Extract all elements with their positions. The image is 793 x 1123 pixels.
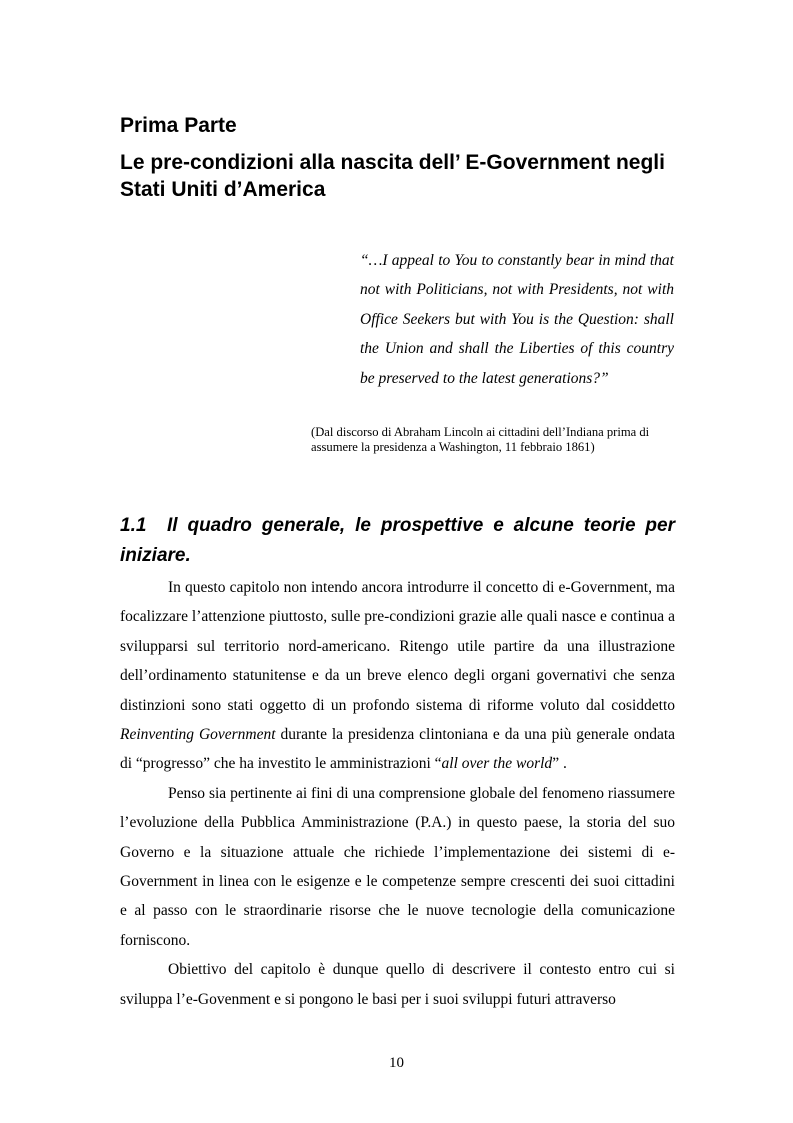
section-number: 1.1: [120, 515, 147, 536]
paragraph-3: Obiettivo del capitolo è dunque quello di descrivere il contesto entro cui si sviluppa l’e-Govenment e si pongono le basi per i suoi sviluppi futuri attraverso: [120, 961, 675, 1008]
page-number: 10: [389, 1055, 404, 1071]
section-heading: [120, 511, 675, 571]
epigraph-attribution: (Dal discorso di Abraham Lincoln ai cittadini dell’Indiana prima di assumere la presidenza a Washington, 11 febbraio 1861): [311, 425, 650, 454]
paragraph-2: Penso sia pertinente ai fini di una comprensione globale del fenomeno riassumere l’evoluzione della Pubblica Amministrazione (P.A.) in questo paese, la storia del suo Governo e la situazione attuale che richiede l’implementazione dei sistemi di e-Government in linea con le esigenze e le competenze sempre crescenti dei suoi cittadini e al passo con le straordinarie risorse che le nuove tecnologie della comunicazione forniscono.: [120, 784, 675, 949]
paragraph-1-emphasis-1: Reinventing Government: [120, 726, 276, 744]
epigraph-quote: “…I appeal to You to constantly bear in mind that not with Politicians, not with Presidents, not with Office Seekers but with You is the Question: shall the Union and shall the Liberties of this country be preserved to the latest generations?”: [360, 252, 674, 387]
paragraph-1-part-a: In questo capitolo non intendo ancora introdurre il concetto di e-Government, ma focalizzare l’attenzione piuttosto, sulle pre-condizioni grazie alle quali nasce e continua a svilupparsi sul territorio nord-americano. Ritengo utile partire da una illustrazione dell’ordinamento statunitense e da un breve elenco degli organi governativi che senza distinzioni sono stati oggetto di un profondo sistema di riforme voluto dal cosiddetto: [120, 579, 675, 714]
paragraph-1: [120, 573, 675, 779]
chapter-title: Le pre-condizioni alla nascita dell’ E-Government negli Stati Uniti d’America: [120, 151, 665, 201]
body-text: [120, 573, 675, 1014]
section-title: Il quadro generale, le prospettive e alcune teorie per iniziare.: [120, 515, 675, 566]
paragraph-1-part-b: durante la presidenza clintoniana e da una più generale ondata di “progresso” che ha investito le amministrazioni “: [120, 726, 676, 773]
part-title: Prima Parte: [120, 114, 237, 137]
paragraph-1-part-c: ” .: [552, 755, 567, 773]
paragraph-1-emphasis-2: all over the world: [441, 755, 553, 773]
